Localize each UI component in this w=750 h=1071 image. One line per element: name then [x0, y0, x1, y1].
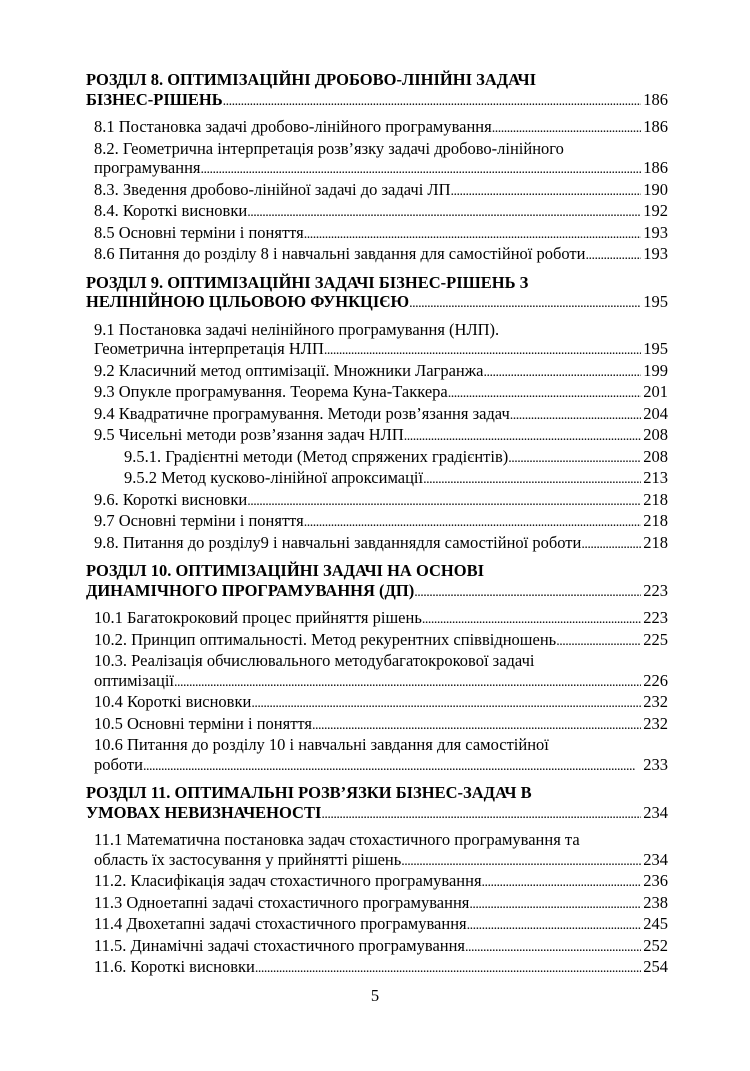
toc-entry — [86, 404, 668, 426]
toc-entry — [86, 223, 668, 245]
toc-entry-title: 8.1 Постановка задачі дробово-лінійного програмування — [94, 117, 492, 136]
toc-page-number: 186 — [643, 117, 668, 136]
toc-entry-title: 9.5.2 Метод кусково-лінійної апроксимації — [124, 468, 424, 487]
dot-leader — [247, 490, 641, 512]
dot-leader — [581, 533, 641, 555]
toc-entry-title: 8.3. Зведення дробово-лінійної задачі до задачі ЛП — [94, 179, 451, 199]
toc-page-number: 223 — [643, 608, 668, 627]
toc-page-number: 245 — [643, 914, 668, 933]
dot-leader — [324, 339, 641, 361]
toc-entry-title: Геометрична інтерпретація НЛП — [94, 339, 324, 358]
dot-leader — [422, 608, 641, 630]
dot-leader — [510, 404, 641, 426]
dot-leader — [409, 292, 641, 314]
toc-entry-title: 10.1 Багатокроковий процес прийняття рішень — [94, 608, 422, 627]
dot-leader — [423, 468, 641, 490]
toc-entry — [86, 139, 668, 180]
dot-leader — [321, 803, 641, 825]
toc-page-number: 232 — [643, 692, 668, 711]
dot-leader — [465, 936, 641, 958]
toc-entry-title: 10.4 Короткі висновки — [94, 692, 252, 711]
toc-entry-title: 9.5 Чисельні методи розв’язання задач НЛП — [94, 425, 404, 444]
toc-entry-title: УМОВАХ НЕВИЗНАЧЕНОСТІ — [86, 802, 322, 822]
toc-entry-title: 9.7 Основні терміни і поняття — [94, 511, 304, 530]
toc-page-number: 254 — [643, 957, 668, 976]
dot-leader — [304, 511, 642, 533]
toc-entry-title: область їх застосування у прийнятті рішень — [94, 849, 402, 869]
toc-entry — [86, 201, 668, 223]
toc-page-number: 199 — [643, 360, 668, 380]
toc-entry-title: 9.5.1. Градієнтні методи (Метод спряжених градієнтів) — [124, 446, 509, 466]
toc-page-number: 238 — [643, 892, 668, 912]
dot-leader — [404, 425, 641, 447]
dot-leader — [492, 117, 642, 139]
toc-entry-title: 8.4. Короткі висновки — [94, 201, 248, 220]
toc-entry — [86, 468, 668, 490]
toc-entry-title: 11.3 Одноетапні задачі стохастичного програмування — [94, 892, 470, 912]
toc-entry-title: ДИНАМІЧНОГО ПРОГРАМУВАННЯ (ДП) — [86, 580, 415, 600]
toc-entry — [86, 830, 668, 871]
dot-leader — [401, 850, 641, 872]
toc-entry — [86, 511, 668, 533]
toc-entry — [86, 180, 668, 202]
toc-entry — [86, 117, 668, 139]
toc-entry-title: 11.2. Класифікація задач стохастичного програмування — [94, 871, 482, 890]
toc-entry-title: РОЗДІЛ 9. ОПТИМІЗАЦІЙНІ ЗАДАЧІ БІЗНЕС-РІШЕНЬ З — [86, 272, 529, 292]
toc-page-number: 226 — [643, 670, 668, 690]
toc-chapter-entry — [86, 273, 668, 314]
toc-entry-title: 11.6. Короткі висновки — [94, 957, 255, 976]
toc-entry — [86, 914, 668, 936]
toc-page-number: 218 — [643, 532, 668, 552]
dot-leader — [467, 914, 642, 936]
dot-leader — [469, 893, 641, 915]
toc-entry-title: БІЗНЕС-РІШЕНЬ — [86, 89, 223, 109]
dot-leader — [556, 630, 641, 652]
dot-leader — [483, 361, 641, 383]
dot-leader — [143, 755, 641, 777]
page-number: 5 — [370, 986, 380, 1005]
toc-entry-title: 10.2. Принцип оптимальності. Метод рекурентних співвідношень — [94, 629, 557, 649]
toc-page-number: 204 — [643, 403, 668, 423]
toc-entry — [86, 361, 668, 383]
toc-entry-title: роботи — [94, 754, 143, 774]
toc-entry-title: 9.2 Класичний метод оптимізації. Множники Лагранжа — [94, 360, 484, 380]
toc-entry-title: 10.3. Реалізація обчислювального методубагатокрокової задачі — [94, 651, 535, 670]
toc-entry — [86, 692, 668, 714]
toc-page-number: 252 — [643, 935, 668, 955]
toc-page-number: 225 — [643, 629, 668, 649]
toc-page-number: 218 — [643, 511, 668, 530]
toc-entry-title: 11.4 Двохетапні задачі стохастичного програмування — [94, 914, 467, 933]
toc-entry-title: 8.5 Основні терміни і поняття — [94, 222, 304, 242]
toc-chapter-entry — [86, 783, 668, 824]
dot-leader — [448, 382, 641, 404]
toc-entry — [86, 533, 668, 555]
dot-leader — [312, 714, 641, 736]
toc-entry-title: РОЗДІЛ 11. ОПТИМАЛЬНІ РОЗВ’ЯЗКИ БІЗНЕС-ЗАДАЧ В — [86, 783, 532, 802]
toc-entry — [86, 893, 668, 915]
toc-entry — [86, 244, 668, 266]
toc-entry-title: РОЗДІЛ 8. ОПТИМІЗАЦІЙНІ ДРОБОВО-ЛІНІЙНІ ЗАДАЧІ — [86, 70, 537, 89]
toc-page-number: 192 — [643, 201, 668, 220]
toc-page-number: 195 — [643, 292, 668, 311]
toc-entry — [86, 447, 668, 469]
toc-entry — [86, 630, 668, 652]
toc-page-number: 232 — [643, 713, 668, 733]
toc-page-number: 190 — [643, 179, 668, 199]
dot-leader — [201, 158, 642, 180]
toc-page-number: 213 — [643, 468, 668, 487]
toc-page-number: 234 — [643, 849, 668, 869]
toc-entry-title: 9.3 Опукле програмування. Теорема Куна-Таккера — [94, 382, 448, 401]
toc-page-number: 218 — [643, 489, 668, 509]
toc-page-number: 195 — [643, 339, 668, 358]
dot-leader — [482, 871, 642, 893]
dot-leader — [174, 671, 641, 693]
toc-entry — [86, 320, 668, 361]
toc-page-number: 186 — [643, 89, 668, 109]
toc-entry — [86, 608, 668, 630]
dot-leader — [255, 957, 641, 979]
table-of-contents — [86, 70, 668, 979]
toc-entry — [86, 382, 668, 404]
toc-page-number: 223 — [643, 580, 668, 600]
toc-entry — [86, 714, 668, 736]
toc-page-number: 208 — [643, 446, 668, 466]
toc-entry-title: програмування — [94, 158, 201, 177]
dot-leader — [451, 180, 642, 202]
dot-leader — [223, 90, 642, 112]
toc-entry-title: 9.6. Короткі висновки — [94, 489, 248, 509]
toc-entry-title: 9.8. Питання до розділу9 і навчальні завданнядля самостійної роботи — [94, 532, 582, 552]
toc-entry — [86, 871, 668, 893]
toc-page-number: 234 — [643, 802, 668, 822]
toc-entry-title: 9.1 Постановка задачі нелінійного програмування (НЛП). — [94, 319, 500, 339]
toc-page-number: 233 — [643, 754, 668, 774]
toc-page-number: 193 — [643, 244, 668, 263]
toc-page-number: 186 — [643, 158, 668, 177]
toc-entry-title: 11.1 Математична постановка задач стохастичного програмування та — [94, 830, 580, 849]
dot-leader — [585, 244, 641, 266]
toc-entry-title: 8.6 Питання до розділу 8 і навчальні завдання для самостійної роботи — [94, 244, 586, 263]
dot-leader — [414, 581, 641, 603]
toc-entry — [86, 957, 668, 979]
toc-entry-title: РОЗДІЛ 10. ОПТИМІЗАЦІЙНІ ЗАДАЧІ НА ОСНОВІ — [86, 561, 485, 580]
toc-entry — [86, 735, 668, 776]
toc-entry-title: 9.4 Квадратичне програмування. Методи розв’язання задач — [94, 403, 510, 423]
toc-entry-title: 11.5. Динамічні задачі стохастичного програмування — [94, 935, 466, 955]
toc-entry — [86, 936, 668, 958]
dot-leader — [247, 201, 641, 223]
toc-entry-title: НЕЛІНІЙНОЮ ЦІЛЬОВОЮ ФУНКЦІЄЮ — [86, 292, 410, 311]
toc-page-number: 193 — [643, 222, 668, 242]
toc-page-number: 208 — [643, 425, 668, 444]
dot-leader — [251, 692, 641, 714]
toc-entry-title: 8.2. Геометрична інтерпретація розв’язку задачі дробово-лінійного — [94, 138, 564, 158]
toc-entry — [86, 425, 668, 447]
toc-entry-title: 10.5 Основні терміни і поняття — [94, 713, 312, 733]
toc-page-number: 236 — [643, 871, 668, 890]
dot-leader — [508, 447, 641, 469]
toc-chapter-entry — [86, 70, 668, 111]
toc-entry-title: оптимізації — [94, 670, 174, 690]
toc-entry-title: 10.6 Питання до розділу 10 і навчальні завдання для самостійної — [94, 735, 549, 754]
toc-chapter-entry — [86, 561, 668, 602]
toc-entry — [86, 490, 668, 512]
dot-leader — [304, 223, 642, 245]
toc-page-number: 201 — [643, 382, 668, 401]
toc-entry — [86, 651, 668, 692]
